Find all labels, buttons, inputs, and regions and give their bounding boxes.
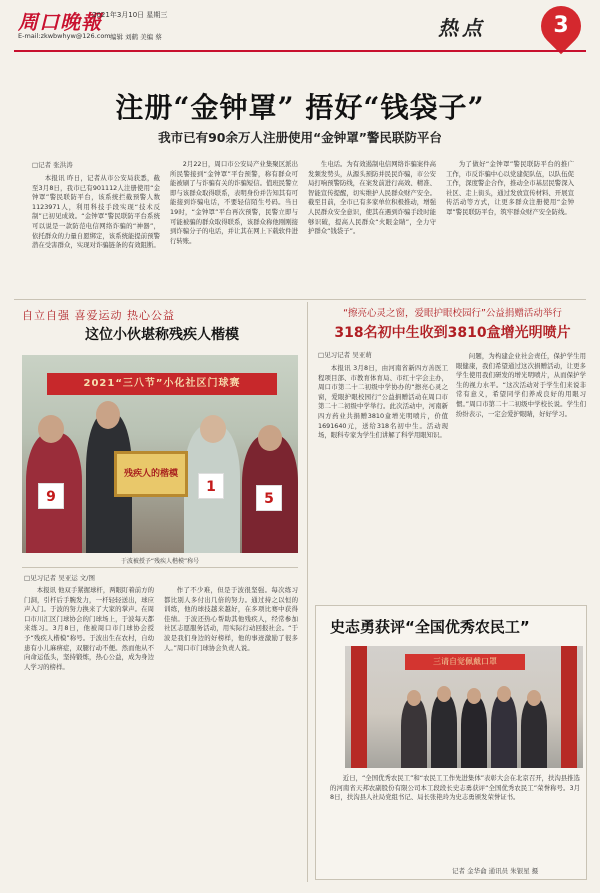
award-ceremony-photo: [345, 646, 583, 768]
story3-column-2: 问题，为构建企业社会责任，保护学生用眼健康，我们希望通过这次捐赠活动，让更多学生使用我们研发的增光明喷片，从而保护学生的视力水平。“这次活动对于学生们来说非常有意义，希望同学们养成良好的用眼习惯。”周口市第二十二初级中学校长说。学生们纷纷表示，一定会爱护眼睛，好好学习。: [456, 352, 586, 418]
person: [401, 698, 427, 768]
page-number-badge: [533, 0, 590, 54]
masthead: [0, 0, 600, 52]
newspaper-logo: 周口晚報: [18, 10, 102, 34]
race-bib: 5: [256, 485, 282, 511]
story3-byline: □见习记者 吴亚萌: [318, 351, 372, 359]
story4-byline: 记者 金华侖 通讯员 朱银星 摄: [452, 867, 539, 875]
section-divider: [14, 299, 586, 300]
lead-column-1: 本报讯 昨日，记者从市公安局获悉，截至3月8日，我市已有901112人注册使用“金钟罩”警民联防平台，该系统拦截预警人数1123971人，利用科技手段实现“技术反制”已初见成效。“金钟罩”警民联防平台系统可以说是一款防范电信网络诈骗的“神器”，依托群众的力量自愿绑定，该系统能提前预警潜在受害群众，实现对诈骗链条的有效阻断。: [32, 174, 160, 250]
story2-column-1: 本报讯 他双手紧握球杆，两眼盯着前方的门洞，引杆后手腕发力，一杆轻轻送出，球应声入门。于波的努力换来了大家的掌声。在周口市川汇区门球协会的门球场上，于波每天都来练习。3月8日，他被周口市门球协会授予“残疾人楷模”称号。于波出生在农村，自幼患有小儿麻痹症，双腿行动不便。然而他从不向命运低头，坚持锻炼，热心公益，成为身边人学习的榜样。: [24, 586, 154, 671]
story3-kicker: “擦亮心灵之窗，爱眼护眼校园行”公益捐赠活动举行: [343, 308, 562, 319]
award-photo: [22, 355, 298, 553]
photo-caption: 于波被授予“残疾人楷模”称号: [120, 558, 200, 565]
race-bib: 1: [198, 473, 224, 499]
person-head: [407, 690, 421, 706]
person-head: [527, 690, 541, 706]
lead-column-3: 生电话。为有效遏制电信网络诈骗案件高发频发势头，从源头预防并民民诈骗，市公安局打响预警防线，在案发前进行高效、精准、智能宣传提醒，切实维护人民群众财产安全。截至目前，全市已有多家单位积极推动，增强人民群众安全意识，使其在遇到诈骗手段时能够识破，提高人民群众“火眼金睛”，全力守护群众“钱袋子”。: [308, 160, 436, 236]
person-head: [96, 401, 120, 429]
person-head: [200, 415, 226, 443]
red-pillar: [561, 646, 577, 768]
person-head: [497, 686, 511, 702]
story2-byline: □见习记者 吴亚运 文/图: [24, 574, 95, 582]
story2-kicker: 自立自强 喜爱运动 热心公益: [22, 309, 175, 322]
editor-credits: 编辑 刘鹤 美编 蔡: [110, 33, 162, 41]
mask-reminder-banner: 三请自觉佩戴口罩: [405, 654, 525, 670]
red-pillar: [351, 646, 367, 768]
person: [461, 696, 487, 768]
lead-byline: □记者 张洪涛: [32, 161, 73, 169]
story3-column-1: 本报讯 3月8日，由河南省新四方善医工程项目部、市教育体育局、市红十字会主办，周口市第二十二初级中学协办的“擦亮心灵之窗，爱眼护眼校园行”公益捐赠活动在周口市第二十二初级中学举行。此次活动中，河南新四方药业共捐赠3810盒增光明喷片，价值1691640元，送给318名初中生。活动现场，眼科专家为学生们讲解了科学用眼知识。: [318, 364, 448, 440]
section-title: 热点: [438, 16, 486, 40]
award-plaque: 残疾人的楷模: [114, 451, 188, 497]
story4-caption: 近日，“全国优秀农民工”和“农民工工作先进集体”表彰大会在北京召开，扶沟县推选的河南省天邦农副股份有限公司本工段段长史志勇获评“全国优秀农民工”荣誉称号。3月8日，扶沟县人社局党组书记、局长张艳玲为史志勇颁发荣誉证书。: [330, 774, 580, 802]
race-bib: 9: [38, 483, 64, 509]
page-number: 3: [553, 12, 569, 38]
story4-headline: 史志勇获评“全国优秀农民工”: [330, 618, 530, 636]
person-head: [467, 688, 481, 704]
story2-column-2: 作了不少难，但是于波很坚强。每次练习都比别人多付出几倍的努力。通过持之以恒的训练，他的球技越来越好，在多项比赛中获得佳绩。于波还热心帮助其他残疾人，经常参加社区志愿服务活动，用实际行动回报社会。“于波是我们身边的好榜样，他的事迹激励了很多人。”周口市门球协会负责人说。: [164, 586, 298, 652]
person-head: [38, 415, 64, 443]
lead-subheadline: 我市已有90余万人注册使用“金钟罩”警民联防平台: [158, 130, 442, 145]
person: [491, 694, 517, 768]
person: [521, 698, 547, 768]
lead-column-2: 2月22日，周口市公安局产业集聚区派出所民警接到“金钟罩”平台预警，称有群众可能被刷了与诈骗有关的诈骗短信。值班民警立即与该群众取得联系，表明身份并告知其有可能接到诈骗电话，不要轻信陌生号码。当日19时，“金钟罩”平台再次预警，民警立即与可能被骗的群众取得联系，该群众称他刚刚接到诈骗分子的电话，并让其在网上下载软件进行转账。: [170, 160, 298, 245]
lead-column-4: 为了做好“金钟罩”警民联防平台的推广工作，市反诈骗中心以党建促队伍，以队伍促工作，深度警企合作，推动全市基层民警深入社区、走上街头，通过发放宣传材料、开展宣传活动等方式，让更多群众注册使用“金钟罩”警民联防平台，筑牢群众财产安全防线。: [446, 160, 574, 216]
header-divider: [14, 50, 586, 52]
person: [431, 694, 457, 768]
issue-date: 2021年3月10日 星期三: [92, 11, 168, 19]
story2-headline: 这位小伙堪称残疾人楷模: [85, 327, 239, 343]
person-head: [437, 686, 451, 702]
caption-divider: [22, 567, 298, 568]
contact-email: E-mail:zkwbwhyw@126.com: [18, 32, 111, 40]
person-head: [258, 425, 282, 451]
lead-headline: 注册“金钟罩” 捂好“钱袋子”: [115, 91, 485, 124]
story3-headline: 318名初中生收到3810盒增光明喷片: [334, 325, 571, 341]
column-divider: [307, 302, 308, 882]
event-banner: 2021“三八节”小化社区门球赛: [47, 373, 277, 395]
